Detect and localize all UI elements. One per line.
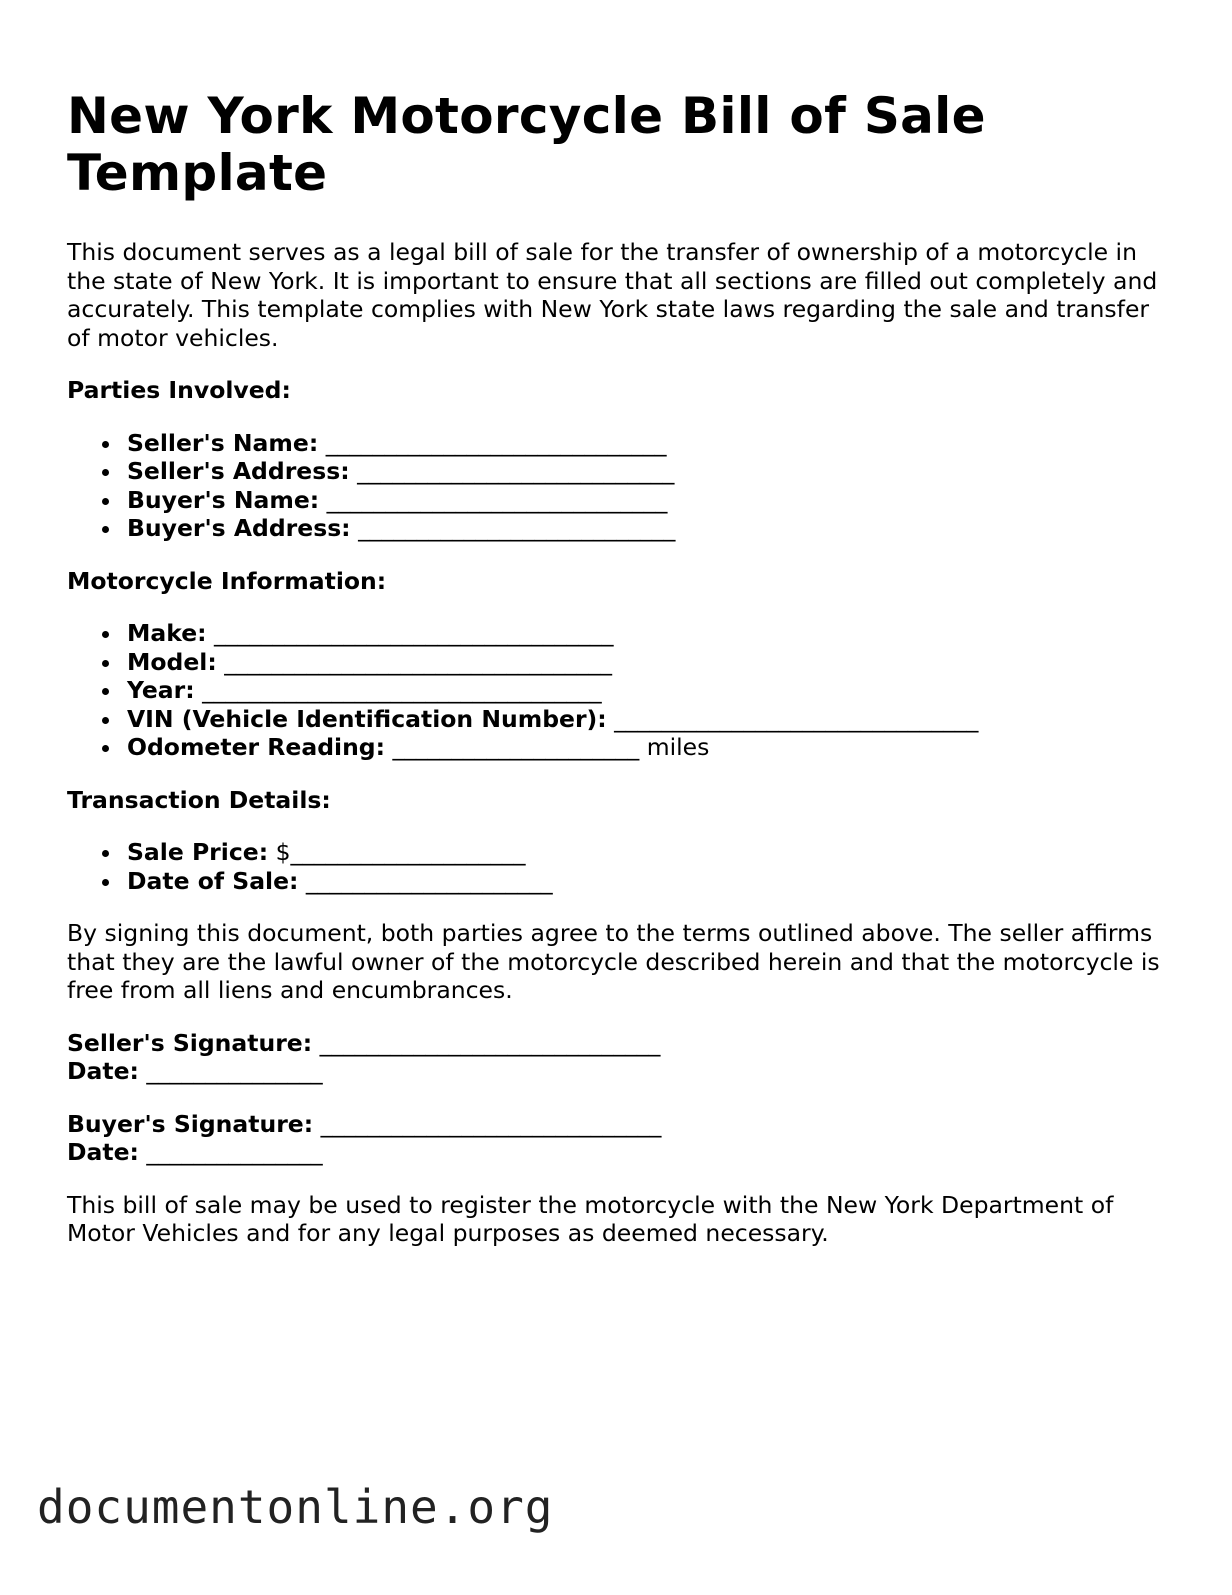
blank-line: _____________________________ [313, 1109, 662, 1138]
blank-line: $____________________ [268, 838, 526, 866]
blank-line: _____________________ [298, 866, 553, 895]
list-item [67, 705, 1167, 734]
watermark: documentonline.org [37, 1480, 554, 1534]
list-item [67, 486, 1167, 515]
motorcycle-heading: Motorcycle Information: [67, 566, 387, 595]
field-label: Sale Price: [127, 838, 269, 866]
buyer-signature-block [67, 1110, 1167, 1167]
blank-line: _________________________________ [216, 647, 612, 676]
transaction-list [67, 838, 1167, 895]
list-item [67, 514, 1167, 543]
blank-line: _____________________ miles [385, 733, 710, 761]
signature-label: Seller's Signature: [67, 1028, 313, 1057]
closing-paragraph: This bill of sale may be used to register the motorcycle with the New York Department of Motor Vehicles and for any legal purposes as deemed necessary. [67, 1190, 1114, 1247]
field-label: Model: [127, 647, 217, 676]
field-label: Buyer's Address: [127, 514, 351, 542]
field-label: Year: [127, 676, 195, 704]
list-item [67, 648, 1167, 677]
blank-line: ___________________________ [349, 457, 675, 485]
list-item [67, 457, 1167, 486]
field-label: VIN (Vehicle Identification Number): [127, 704, 607, 733]
blank-line: __________________________________ [206, 619, 614, 647]
field-label: Odometer Reading: [127, 733, 386, 761]
date-label: Date: [67, 1138, 139, 1166]
document-page [67, 88, 1167, 1248]
blank-line: _____________________________ [312, 1028, 661, 1057]
list-item [67, 619, 1167, 648]
document-title: New York Motorcycle Bill of Sale Template [67, 87, 986, 202]
motorcycle-list [67, 619, 1167, 762]
signature-label: Buyer's Signature: [67, 1109, 314, 1138]
blank-line: _______________ [138, 1057, 323, 1085]
blank-line: _______________ [138, 1138, 323, 1166]
agreement-paragraph: By signing this document, both parties agree to the terms outlined above. The seller affirms that they are the lawful owner of the motorcycle described herein and that the motorcycle is free from all liens and encumbrances. [67, 919, 1160, 1004]
intro-paragraph: This document serves as a legal bill of sale for the transfer of ownership of a motorcycle in the state of New York. It is important to ensure that all sections are filled out completely and accurately. This template complies with New York state laws regarding the sale and transfer of motor vehicles. [67, 238, 1158, 352]
parties-list [67, 429, 1167, 543]
field-label: Date of Sale: [127, 866, 299, 895]
list-item [67, 676, 1167, 705]
blank-line: _______________________________ [606, 704, 979, 733]
list-item [67, 733, 1167, 762]
field-label: Buyer's Name: [127, 485, 320, 514]
list-item [67, 867, 1167, 896]
field-label: Seller's Name: [127, 428, 319, 457]
blank-line: _____________________________ [318, 428, 667, 457]
blank-line: _____________________________ [319, 485, 668, 514]
blank-line: ___________________________ [350, 514, 676, 542]
list-item [67, 838, 1167, 867]
field-label: Make: [127, 619, 207, 647]
blank-line: __________________________________ [194, 676, 602, 704]
field-label: Seller's Address: [127, 457, 350, 485]
transaction-heading: Transaction Details: [67, 785, 331, 814]
seller-signature-block [67, 1029, 1167, 1086]
parties-heading: Parties Involved: [67, 376, 291, 404]
list-item [67, 429, 1167, 458]
date-label: Date: [67, 1057, 139, 1085]
